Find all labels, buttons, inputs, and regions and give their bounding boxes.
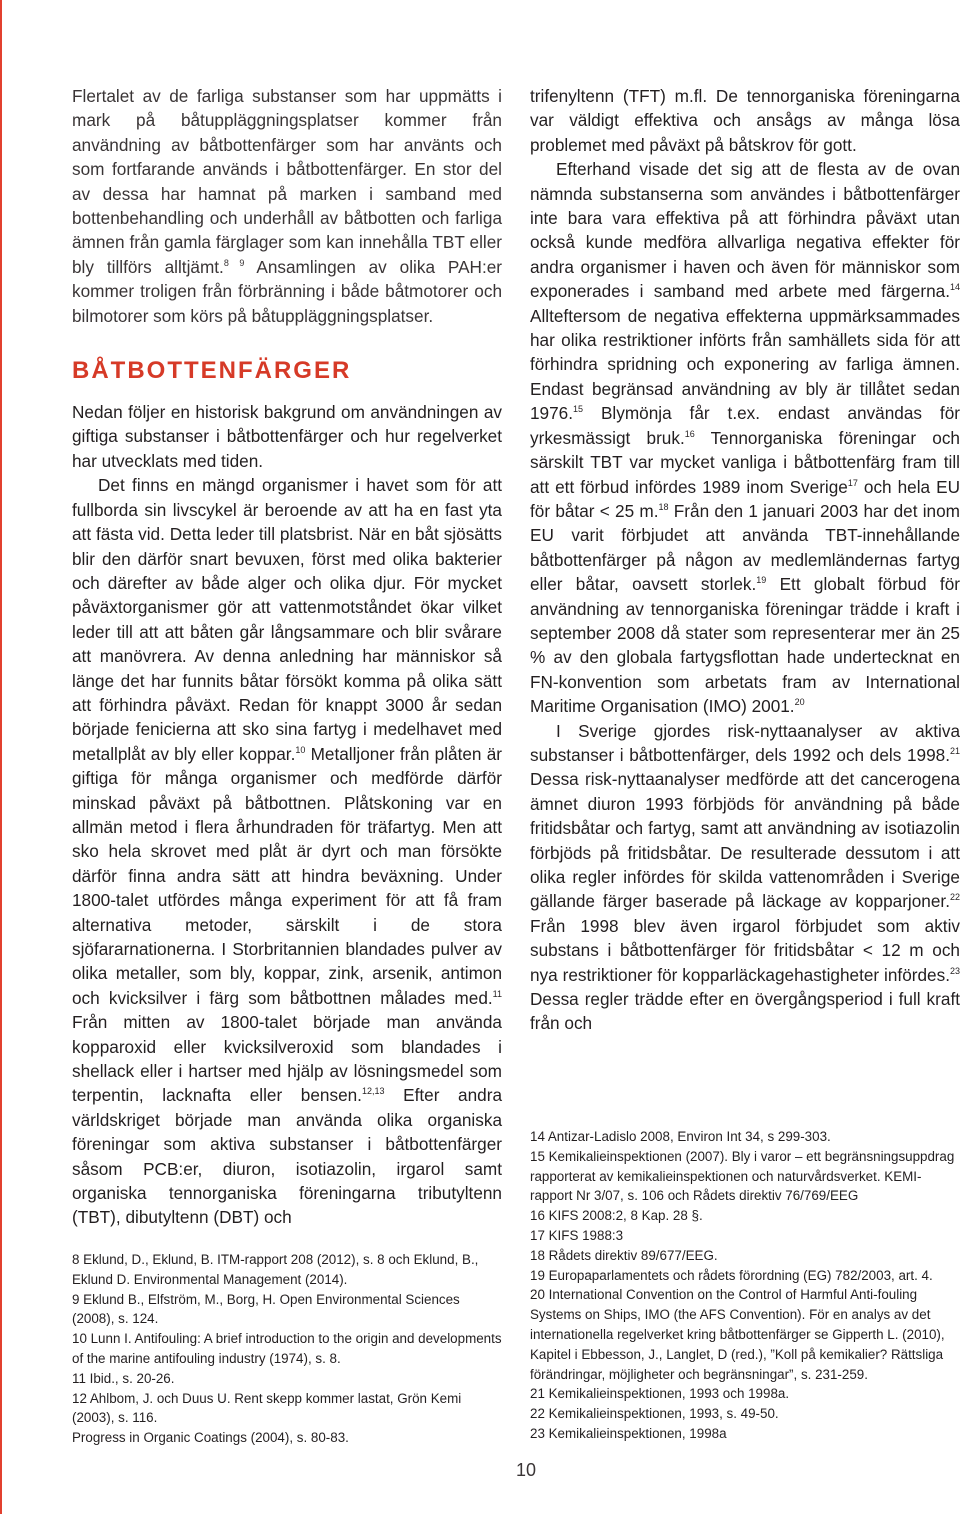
footnote-ref: 14 (949, 282, 960, 293)
footnote-ref: 16 (684, 428, 695, 439)
footnote: 8 Eklund, D., Eklund, B. ITM-rapport 208 (2012), s. 8 och Eklund, B., Eklund D. Environmental Management (2014). (72, 1252, 479, 1287)
footnote: 9 Eklund B., Elfström, M., Borg, H. Open Environmental Sciences (2008), s. 124. (72, 1291, 460, 1327)
footnotes-right (530, 1127, 960, 1444)
page-edge-stripe (0, 0, 2, 1514)
section-intro-paragraph: Nedan följer en historisk bakgrund om användningen av giftiga substanser i båtbottenfärger och hur regelverket har utvecklats med tiden. (72, 402, 502, 471)
footnote: 17 KIFS 1988:3 (530, 1227, 624, 1243)
footnote-ref: 12,13 (361, 1086, 385, 1097)
footnote: 21 Kemikalieinspektionen, 1993 och 1998a. (530, 1386, 790, 1402)
section-heading: BÅTBOTTENFÄRGER (72, 357, 352, 385)
effects-paragraph: Efterhand visade det sig att de flesta av de ovan nämnda substanserna som användes i båtbottenfärger inte bara vara effektiva på att förhindra påväxt utan också kunde medföra allvarliga negativa effekter för andra organismer i haven och även för människor som exponerades i samband med arbete med färgerna.$^{14}$ Allteftersom de negativa effekterna uppmärksammades har olika restriktioner införts från samhällets sida för att förhindra spridning och exponering av farliga ämnen. Endast begränsad användning av bly är tillåtet sedan 1976.15 Blymönja får t.ex. endast användas för yrkesmässigt bruk.$^{16}$ Tennorganiska föreningar och särskilt TBT var mycket vanliga i båtbottenfärg fram till att ett förbud infördes 1989 inom Sverige$^{17}$ och hela EU för båtar < 25 m.$^{18}$ Från den 1 januari 2003 har det inom EU varit förbjudet att använda TBT-innehållande båtbottenfärger på någon av medlemländernas fartyg eller båtar, oavsett storlek.$^{19}$ Ett globalt förbud för användning av tennorganiska föreningar trädde i kraft i september 2008 då stater som representerar mer än 25 % av den globala fartygsflottan hade undertecknat en FN-konvention som arbetats fram av International Maritime Organisation (IMO) 2001.20 (530, 159, 960, 717)
footnote: 11 Ibid., s. 20-26. (72, 1370, 175, 1386)
footnote-ref: 23 (949, 965, 960, 976)
intro-paragraph: Flertalet av de farliga substanser som har uppmätts i mark på båtuppläggningsplatser kommer från användning av båtbottenfärger som har använts och som fortfarande används i båtbottenfärger. En stor del av dessa har hamnat på marken i samband med bottenbehandling och underhåll av båtbotten och farliga ämnen från gamla färglager som kan innehålla TBT eller bly tillförs alltjämt.$^{8 9}$ Ansamlingen av olika PAH:er kommer troligen från förbränning i både båtmotorer och bilmotorer som körs på båtuppläggningsplatser. (72, 86, 503, 326)
history-paragraph: Det finns en mängd organismer i havet som för att fullborda sin livscykel är beroende av att ha en fast yta att fästa vid. Detta leder till platsbrist. När en båt sjösätts blir den därför snart bevuxen, först med olika bakterier och därefter av både alger och olika djur. För mycket påväxtorganismer gör att vattenmotståndet ökar vilket leder till att att båten går långsammare och blir svårare att manövrera. Av denna anledning har människor så länge det har funnits båtar försökt komma på olika sätt att förhindra påväxt. Redan för knappt 3000 år sedan började fenicierna att sko sina fartyg i medelhavet med metallplåt av bly eller koppar.$^{10}$ Metalljoner från plåten är giftiga för många organismer och medförde därför minskad påväxt på båtbottnen. Plåtskoning var en allmän metod i flera århundraden för träfartyg. Men att sko hela skrovet med plåt är dyrt och man försökte därför finna andra sätt att hindra beväxning. Under 1800-talet utfördes många experiment för att få fram alternativa metoder, särskilt i de stora sjöfararnationerna. I Storbritannien blandades pulver av olika metaller, som bly, koppar, zink, arsenik, antimon och kvicksilver i färg som båtbottnen målades med.$^{11}$ Från mitten av 1800-talet började man använda kopparoxid eller kvicksilveroxid som blandades i shellack eller i hartser med hjälp av lösningsmedel som terpentin, lacknafta eller bensen.$^{12,13}$ Efter andra världskriget började man använda olika organiska föreningar som aktiva substanser i båtbottenfärger såsom PCB:er, diuron, isotiazolin, irgarol samt organiska tennorganiska föreningarna tributyltenn (TBT), dibutyltenn (DBT) och (72, 475, 503, 1228)
footnote-ref: 8 9 (223, 257, 245, 268)
footnote-ref: 15 (573, 404, 584, 415)
footnote: 12 Ahlbom, J. och Duus U. Rent skepp kommer lastat, Grön Kemi (2003), s. 116. (72, 1390, 462, 1426)
footnote: 15 Kemikalieinspektionen (2007). Bly i varor – ett begränsningsuppdrag rapporterat av kemikalieinspektionen och naturvårdsverket. KEMI-rapport Nr 3/07, s. 106 och Rådets direktiv 76/769/EEG (530, 1148, 955, 1204)
footnote-ref: 22 (949, 892, 960, 903)
footnotes-left (72, 1250, 502, 1448)
footnote: Progress in Organic Coatings (2004), s. 80-83. (72, 1430, 349, 1446)
footnote: 18 Rådets direktiv 89/677/EEG. (530, 1247, 718, 1263)
footnote-ref: 17 (847, 477, 858, 488)
footnote: 23 Kemikalieinspektionen, 1998a (530, 1425, 727, 1441)
footnote: 22 Kemikalieinspektionen, 1993, s. 49-50. (530, 1406, 779, 1422)
footnote: 10 Lunn I. Antifouling: A brief introduction to the origin and developments of the marine antifouling industry (1974), s. 8. (72, 1331, 502, 1366)
footnote-ref: 21 (949, 745, 960, 756)
continuation-paragraph: trifenyltenn (TFT) m.fl. De tennorganiska föreningarna var väldigt effektiva och ansågs av många lösa problemet med påväxt på båtskrov för gott. (530, 86, 960, 155)
footnote-ref: 20 (794, 697, 805, 708)
footnote: 14 Antizar-Ladislo 2008, Environ Int 34, s 299-303. (530, 1129, 831, 1144)
footnote: 16 KIFS 2008:2, 8 Kap. 28 §. (530, 1208, 703, 1224)
footnote: 20 International Convention on the Control of Harmful Anti-fouling Systems on Ships, IMO (the AFS Convention). För en analys av det internationella regelverket kring båtbottenfärger se Gipperth L. (2010), Kapitel i Ebbesson, J., Langlet, D (red.), ”Koll på kemikalier? Rättsliga förändringar, möjligheter och begränsningar”, s. 231-259. (530, 1287, 945, 1382)
page-number: 10 (516, 1460, 537, 1480)
footnote-ref: 18 (658, 501, 669, 512)
left-column (72, 84, 502, 1230)
right-column (530, 84, 960, 1036)
footnote-ref: 11 (492, 988, 502, 999)
footnote-ref: 10 (295, 744, 306, 755)
footnote: 19 Europaparlamentets och rådets förordning (EG) 782/2003, art. 4. (530, 1267, 933, 1283)
footnote-ref: 19 (756, 575, 767, 586)
sweden-paragraph: I Sverige gjordes risk-nyttaanalyser av aktiva substanser i båtbottenfärger, dels 1992 och dels 1998.21 Dessa risk-nyttaanalyser medförde att det cancerogena ämnet diuron 1993 förbjöds för användning på både fritidsbåtar och fartyg, samt att användning av isotiazolin förbjöds på fritidsbåtar. De resulterade dessutom i att olika regler infördes för skilda vattenområden i Sverige gällande färger baserade på läckage av kopparjoner.$^{22}$ Från 1998 blev även irgarol förbjudet som aktiv substans i båtbottenfärger för fritidsbåtar < 12 m och nya restriktioner för kopparläckagehastigheter infördes.$^{23}$ Dessa regler trädde efter en övergångsperiod i full kraft från och (530, 720, 960, 1034)
